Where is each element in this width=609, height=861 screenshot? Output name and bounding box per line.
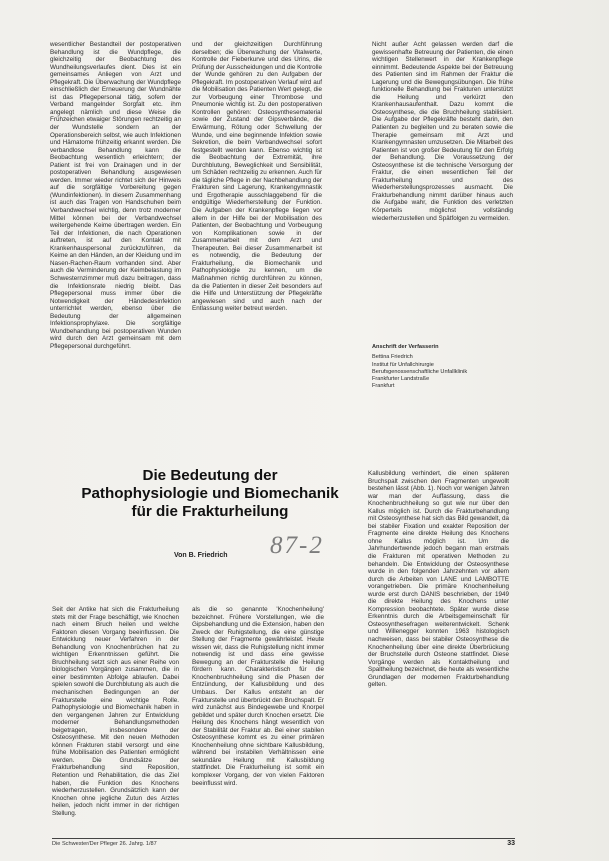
paragraph: Kallusbildung verhindert, die einen späteren Bruchspalt zwischen den Fragmenten ungewollt bestehen lässt (Abb. 1). Noch vor wenigen Jahren war man der Auffassung, dass die Knochenbruchheilung so gut wie nur über den Kallus möglich ist. Durch die Frakturbehandlung mit Osteosynthese hat sich das Bild gewandelt, da bei stabiler Fixation und exakter Reposition der Fragmente eine direkte Heilung des Knochens ohne Kallus möglich ist. Um die Jahrhundertwende jedoch begann man erstmals die Frakturen mit operativen Methoden zu behandeln. Die Entwicklung der Osteosynthese wurde in den folgenden Jahrzehnten vor allem durch die Arbeiten von LANE und LAMBOTTE vorangetrieben. Die primäre Knochenheilung wurde erst durch DANIS beschrieben, der 1949 die direkte Heilung des Knochens unter Kompression beobachtete. Später wurde diese Erkenntnis durch die Arbeitsgemeinschaft für Osteosynthesefragen weiterentwickelt. Schenk und Willenegger konnten 1963 histologisch nachweisen, dass bei stabiler Osteosynthese die Knochenheilung über eine direkte Überbrückung der Bruchstelle durch Osteone stattfindet. Diese Vorgänge werden als Kontaktheilung und Spaltheilung bezeichnet, die heute als wesentliche Grundlagen der modernen Frakturbehandlung gelten. [368, 470, 509, 689]
text-column-upper-left [50, 41, 181, 438]
handwritten-note: 87-2 [270, 532, 324, 559]
journal-citation: Die Schwester/Der Pfleger 26. Jahrg. 1/87 [52, 841, 157, 847]
author-address-block [372, 344, 512, 391]
author-address-line: Berufsgenossenschaftliche Unfallklinik [372, 368, 468, 375]
paragraph: und der gleichzeitigen Durchführung derselben; die Überwachung der Vitalwerte, Kontrolle der Fieberkurve und des Urins, die Prüfung der Ausscheidungen und die Kontrolle der Wunde gehören zu den Aufgaben der Pflegekraft. Im postoperativen Verlauf wird auf die Mobilisation des Patienten Wert gelegt, die zur Vorbeugung einer Thrombose und Pneumonie wichtig ist. Zu den postoperativen Kontrollen gehören: Osteosynthesematerial sowie der Zustand der Gipsverbände, die Erwärmung, Rötung oder Schwellung der Wunde, und eine beginnende Infektion sowie Sekretion, die beim Verbandwechsel sofort festgestellt werden kann. Ebenso wichtig ist die Beobachtung der Extremität, ihre Durchblutung, Beweglichkeit und Sensibilität, um Schäden rechtzeitig zu erkennen. Auch für die tägliche Pflege in der Nachbehandlung der Frakturen sind Lagerung, Krankengymnastik und Ergotherapie ausschlaggebend für die endgültige Wiederherstellung der Funktion. Die Aufgaben der Krankenpflege liegen vor allem in der Hilfe bei der Mobilisation des Patienten, der Beobachtung und Vorbeugung von Komplikationen sowie in der Zusammenarbeit mit dem Arzt und Therapeuten. Bei dieser Zusammenarbeit ist es notwendig, die Bedeutung der Frakturheilung, die Biomechanik und Pathophysiologie zu kennen, um die Maßnahmen richtig durchführen zu können, da die Patienten in dieser Zeit besonders auf die Hilfe und Unterstützung der Pflegekräfte angewiesen sind und auch nach der Entlassung weiter betreut werden. [192, 41, 322, 313]
text-column-lower-middle [192, 606, 324, 824]
paragraph: wesentlicher Bestandteil der postoperativen Behandlung ist die Wundpflege, die gleichzeitig der Beobachtung des Wundheilungsverlaufes dient. Dies ist ein gemeinsames Anliegen von Arzt und Pflegekraft. Die Überwachung der Wundpflege einschließlich der Erneuerung der Wundnähte ist das Pflegepersonal tätig, sofern der Verband mangelnder Sorgfalt etc. ihm angelegt nämlich und diese Weise die Frühzeichen etwaiger Störungen rechtzeitig an der Wundstelle sondern an der Operationsbereich selbst, wie auch Infektionen und Hämatome frühzeitig erkannt werden. Die verbandlose Behandlung kann die Beobachtung wesentlich erleichtern; der Patient ist frei von Drainagen und in der postoperativen Behandlung ausgewiesen werden. Immer wieder richtet sich der Hinweis auf die sorgfältige Vorbereitung gegen (Wundinfektionen). In diesem Zusammenhang ist auch das Tragen von Handschuhen beim Verbandwechsel wichtig, denn trotz moderner Mittel können bei der Verbandwechsel weitergehende Keime übertragen werden. Ein Teil der Infektionen, die nach Operationen auftreten, ist auf den Kontakt mit Krankenhauspersonal zurückzuführen, da Keime an den Händen, an der Kleidung und im Nasen-Rachen-Raum vorhanden sind. Aber auch die Verminderung der Keimbelastung im Schwesternzimmer muß dazu beitragen, dass die Infektionsrate niedrig bleibt. Das Pflegepersonal muss immer über die Notwendigkeit der Händedesinfektion unterrichtet werden, ebenso über die Bedeutung der allgemeinen Infektionsprophylaxe. Die sorgfältige Wundbehandlung bei postoperativen Wunden wird durch den Arzt gemeinsam mit dem Pflegepersonal durchgeführt. [50, 41, 181, 350]
paragraph: Nicht außer Acht gelassen werden darf die gewissenhafte Betreuung der Patienten, die einen wichtigen Stellenwert in der Krankenpflege einnimmt. Bedeutende Aspekte bei der Betreuung des Patienten sind im Rahmen der Fraktur die Lagerung und die Bewegungsübungen. Die frühe funktionelle Behandlung bei Frakturen unterstützt die Heilung und verkürzt den Krankenhausaufenthalt. Dazu kommt die Osteosynthese, die die Bruchheilung stabilisiert. Die Aufgabe der Pflegekräfte besteht darin, den Patienten zu begleiten und zu beraten sowie die Therapie gemeinsam mit Arzt und Krankengymnasten umzusetzen. Die Mitarbeit des Patienten ist von großer Bedeutung für den Erfolg der Behandlung. Die Voraussetzung der Osteosynthese ist die technische Versorgung der Fraktur, die einen wesentlichen Teil der Frakturheilung und des Wiederherstellungsprozesses ausmacht. Die Frakturbehandlung nimmt darüber hinaus auch die Aufgabe wahr, die Funktion des verletzten Körperteils möglichst vollständig wiederherzustellen und Spätfolgen zu vermeiden. [372, 41, 513, 222]
paragraph: Seit der Antike hat sich die Frakturheilung stets mit der Frage beschäftigt, wie Knochen nach einem Bruch heilen und welche Faktoren diesen Vorgang beeinflussen. Die Entwicklung neuer Verfahren in der Behandlung von Knochenbrüchen hat zu wichtigen Erkenntnissen geführt. Die Bruchheilung setzt sich aus einer Reihe von biologischen Vorgängen zusammen, die in einer bestimmten Abfolge ablaufen. Dabei spielen sowohl die Durchblutung als auch die mechanischen Bedingungen an der Frakturstelle eine wichtige Rolle. Pathophysiologie und Biomechanik haben in den vergangenen Jahren zur Entwicklung moderner Behandlungsmethoden beigetragen, insbesondere der Osteosynthese. Mit den neuen Methoden können Frakturen stabil versorgt und eine frühe Mobilisation des Patienten ermöglicht werden. Die Grundsätze der Frakturbehandlung sind Reposition, Retention und Rehabilitation, die das Ziel haben, die Funktion des Knochens wiederherzustellen. Grundsätzlich kann der Knochen ohne jegliche Zutun des Arztes heilen, jedoch nicht immer in der richtigen Stellung. [52, 606, 179, 817]
article-byline: Von B. Friedrich [174, 552, 228, 559]
page-footer [52, 838, 515, 847]
author-address-line: Frankfurt [372, 383, 395, 390]
title-line: Die Bedeutung der [142, 467, 278, 484]
article-title [60, 467, 360, 521]
title-line: für die Frakturheilung [131, 503, 289, 520]
text-column-upper-right [372, 41, 513, 297]
paragraph: als die so genannte 'Knochenheilung' bezeichnet. Frühere Vorstellungen, wie die Gipsbehandlung und die Extension, haben den Zweck der Ruhigstellung, die eine günstige Stellung der Fragmente gewährleistet. Heute wissen wir, dass die Ruhigstellung nicht immer notwendig ist und dass eine gewisse Bewegung an der Frakturstelle die Heilung fördern kann. Charakteristisch für die Knochenbruchheilung sind die Phasen der Entzündung, der Kallusbildung und des Umbaus. Der Kallus entsteht an der Frakturstelle und überbrückt den Bruchspalt. Er wird zunächst aus Bindegewebe und Knorpel gebildet und später durch Knochen ersetzt. Die Heilung des Knochens hängt wesentlich von der Stabilität der Fraktur ab. Bei einer stabilen Osteosynthese kommt es zu einer primären Knochenheilung ohne sichtbare Kallusbildung, während bei instabilen Verhältnissen eine sekundäre Heilung mit Kallusbildung stattfindet. Die Frakturheilung ist somit ein komplexer Vorgang, der von vielen Faktoren beeinflusst wird. [192, 606, 324, 787]
title-line: Pathophysiologie und Biomechanik [81, 485, 339, 502]
author-address-line: Frankfurter Landstraße [372, 376, 430, 383]
text-column-lower-right [368, 470, 509, 838]
text-column-upper-middle [192, 41, 322, 411]
page-number: 33 [507, 840, 515, 847]
author-address-line: Bettina Friedrich [372, 354, 413, 361]
text-column-lower-left [52, 606, 179, 840]
author-address-line: Institut für Unfallchirurgie [372, 361, 434, 368]
author-address-heading: Anschrift der Verfasserin [372, 344, 439, 350]
